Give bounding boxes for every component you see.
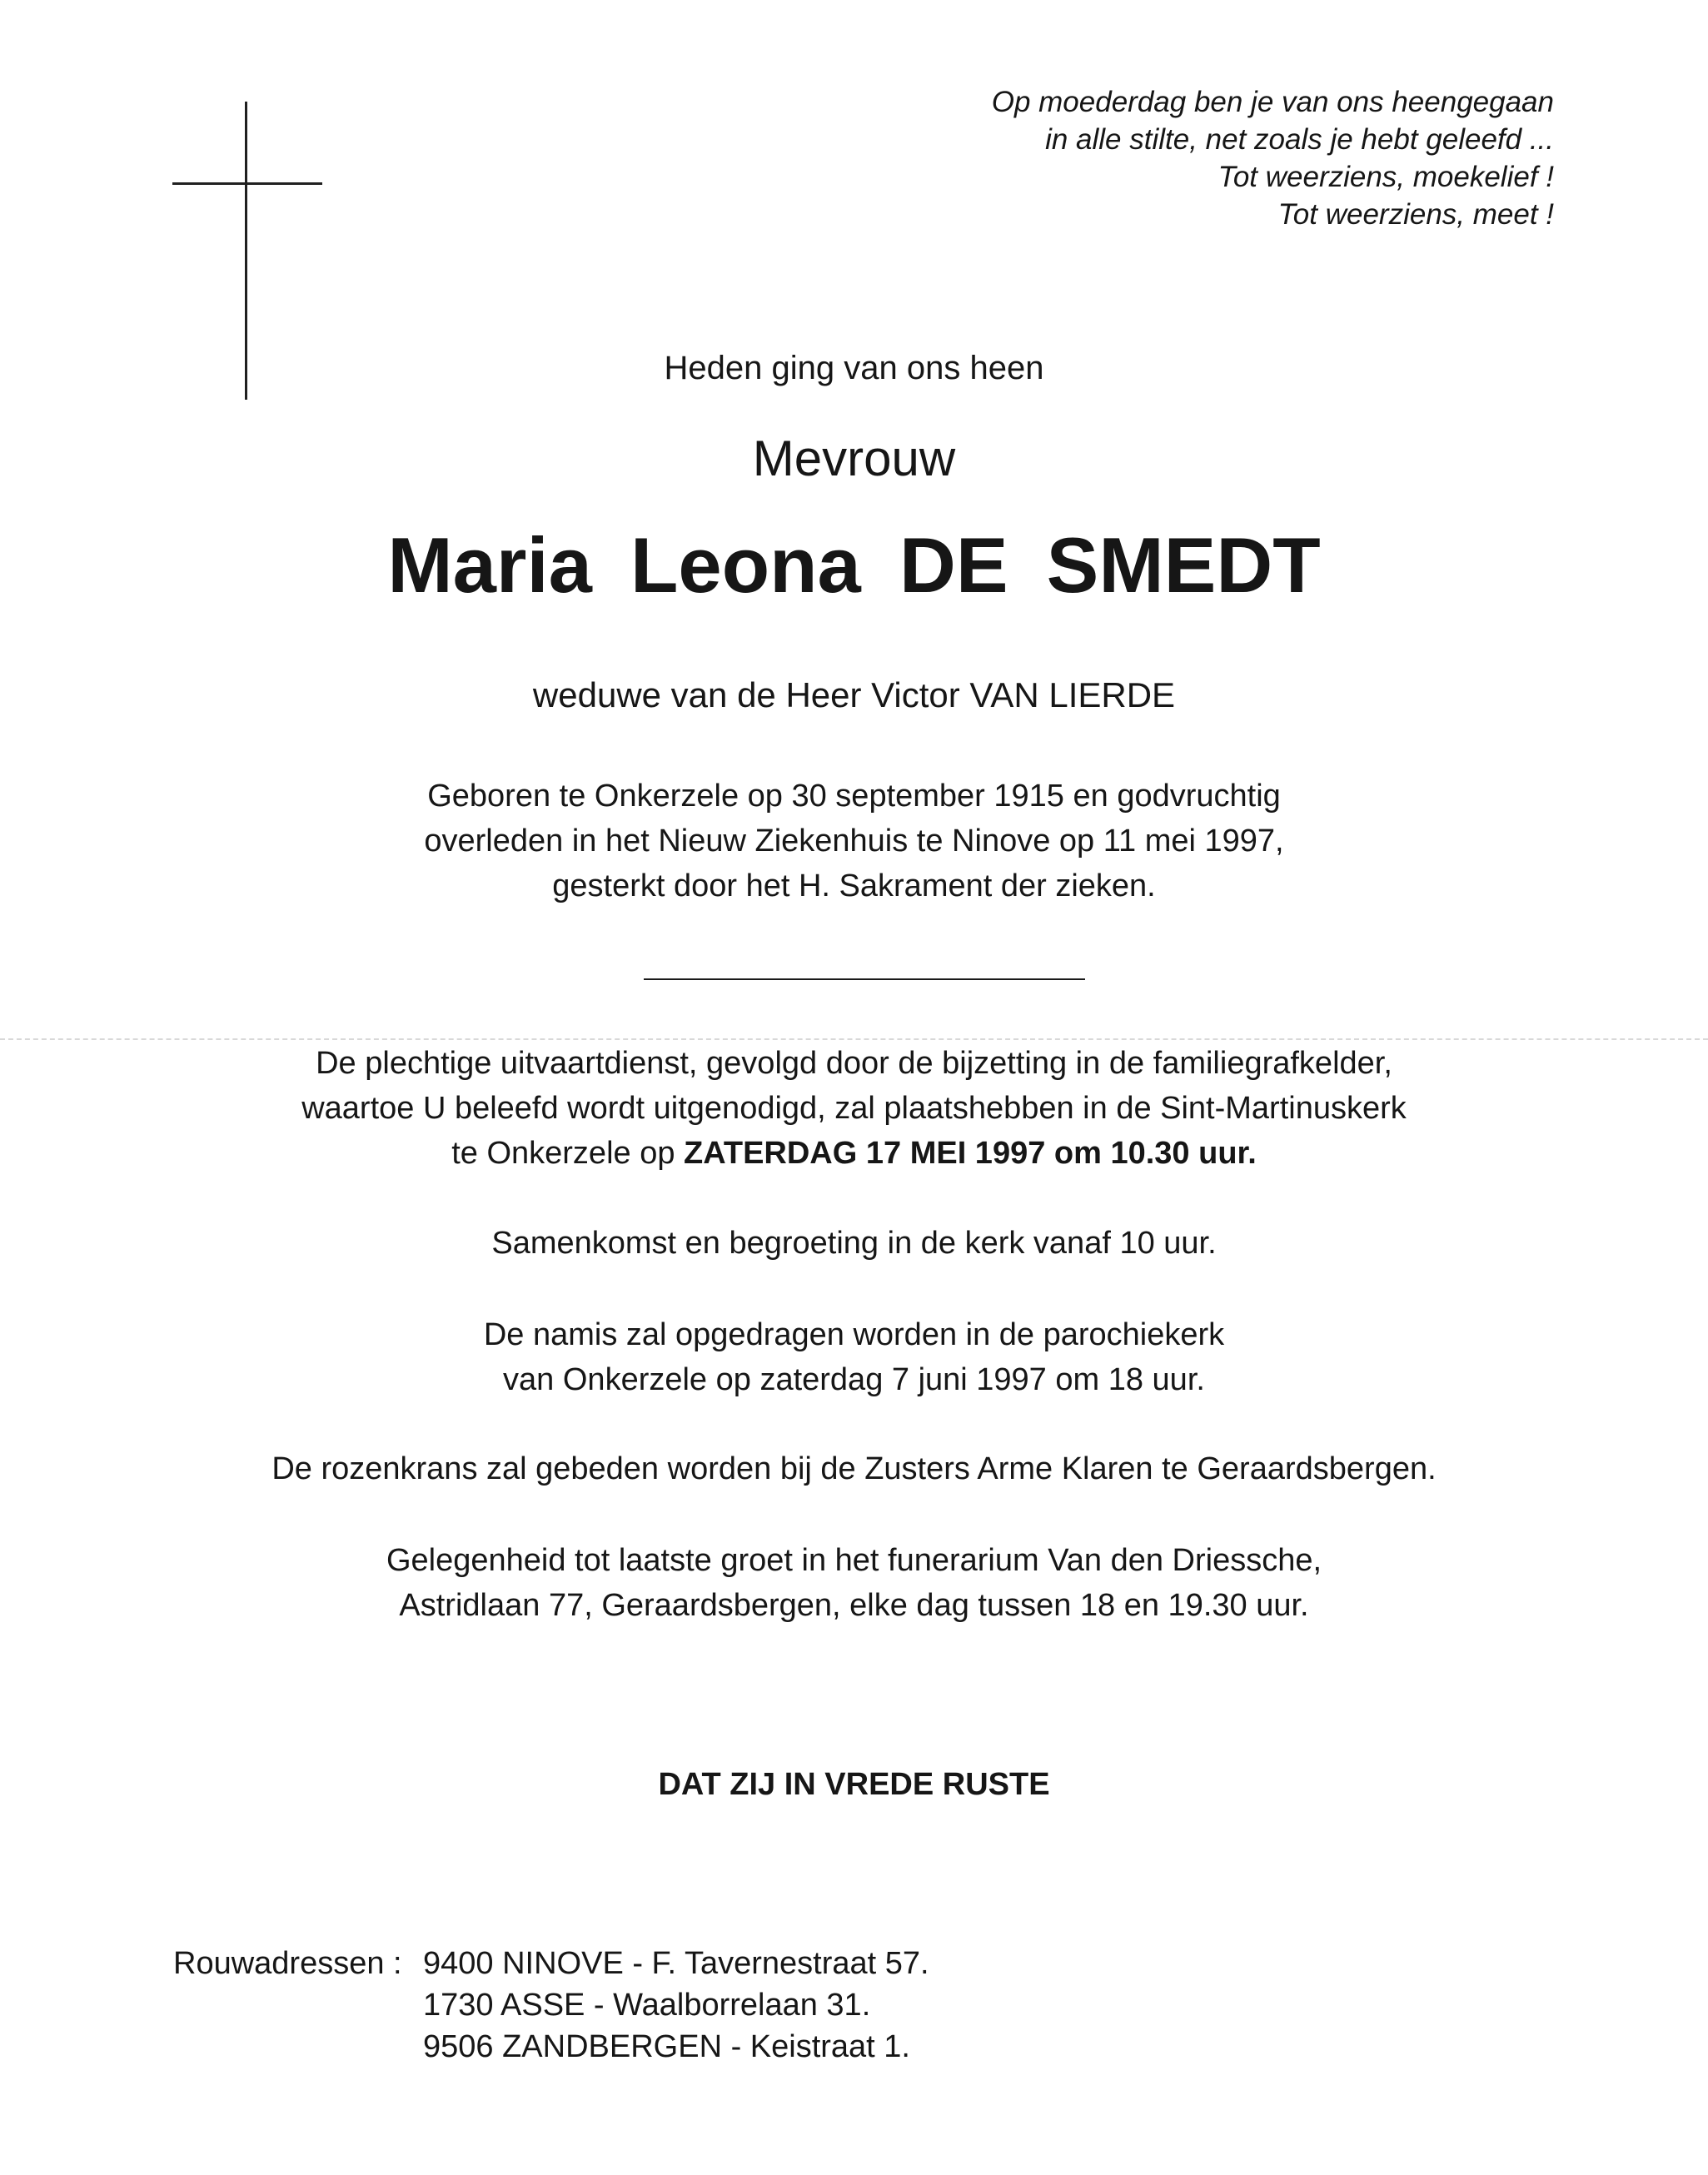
divider [644, 978, 1085, 980]
farewell-paragraph [0, 1538, 1708, 1628]
paragraph-line: Geboren te Onkerzele op 30 september 1915 en godvruchtig [427, 779, 1281, 814]
honorific-title: Mevrouw [752, 431, 956, 486]
rosary-text: De rozenkrans zal gebeden worden bij de Zusters Arme Klaren te Geraardsbergen. [271, 1451, 1437, 1486]
birth-death-paragraph [0, 774, 1708, 908]
paragraph-line: De plechtige uitvaartdienst, gevolgd door de bijzetting in de familiegrafkelder, [316, 1046, 1392, 1081]
mass-paragraph [0, 1312, 1708, 1402]
address-line: 1730 ASSE - Waalborrelaan 31. [423, 1988, 871, 2023]
motto-verse [804, 83, 1554, 233]
addresses-label: Rouwadressen : [173, 1946, 402, 1981]
gathering-text: Samenkomst en begroeting in de kerk vanaf 10 uur. [491, 1226, 1217, 1261]
address-line: 9400 NINOVE - F. Tavernestraat 57. [423, 1946, 929, 1981]
cross-icon-crossbar [172, 182, 322, 185]
motto-line: Tot weerziens, meet ! [1277, 198, 1554, 231]
funeral-place-text: te Onkerzele op [451, 1136, 685, 1171]
paper-fold-line [0, 1038, 1708, 1040]
paragraph-line: waartoe U beleefd wordt uitgenodigd, zal plaatshebben in de Sint-Martinuskerk [301, 1091, 1407, 1126]
paragraph-line: gesterkt door het H. Sakrament der zieken. [552, 869, 1156, 903]
funeral-paragraph [0, 1041, 1708, 1176]
motto-line: Tot weerziens, moekelief ! [1218, 161, 1554, 193]
intro-text: Heden ging van ons heen [664, 350, 1044, 386]
deceased-name: Maria Leona DE SMEDT [387, 521, 1321, 609]
motto-line: Op moederdag ben je van ons heengegaan [991, 86, 1554, 118]
paragraph-line: Gelegenheid tot laatste groet in het funerarium Van den Driessche, [386, 1543, 1322, 1578]
widow-of-text: weduwe van de Heer Victor VAN LIERDE [532, 675, 1176, 714]
paragraph-line: van Onkerzele op zaterdag 7 juni 1997 om 18 uur. [503, 1362, 1205, 1397]
closing-text: DAT ZIJ IN VREDE RUSTE [658, 1767, 1050, 1802]
motto-line: in alle stilte, net zoals je hebt geleefd ... [1045, 123, 1554, 156]
paragraph-line: overleden in het Nieuw Ziekenhuis te Ninove op 11 mei 1997, [424, 824, 1284, 859]
paragraph-line: De namis zal opgedragen worden in de parochiekerk [483, 1317, 1225, 1352]
paragraph-line: Astridlaan 77, Geraardsbergen, elke dag tussen 18 en 19.30 uur. [399, 1588, 1309, 1623]
paragraph-line [0, 1131, 1708, 1176]
address-line: 9506 ZANDBERGEN - Keistraat 1. [423, 2029, 910, 2064]
funeral-date-time: ZATERDAG 17 MEI 1997 om 10.30 uur. [684, 1136, 1257, 1171]
